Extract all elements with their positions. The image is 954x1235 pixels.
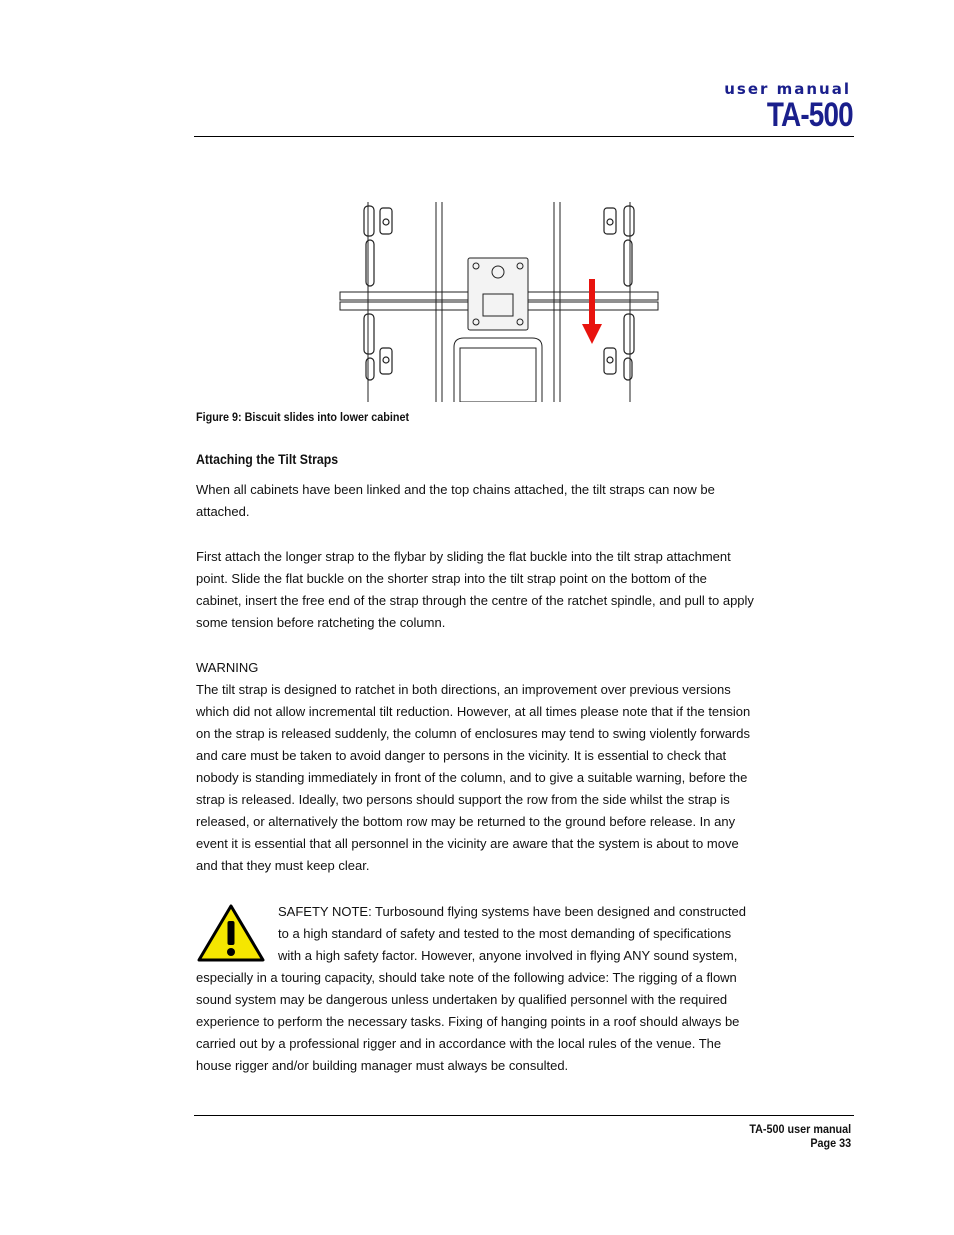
rigging-diagram	[338, 202, 660, 402]
footer-divider	[194, 1115, 854, 1116]
section-heading: Attaching the Tilt Straps	[196, 451, 339, 467]
footer-manual-name: TA-500 user manual	[749, 1122, 851, 1136]
paragraph-intro: When all cabinets have been linked and the top chains attached, the tilt straps can now be attached.	[196, 482, 715, 519]
safety-note	[196, 901, 756, 1077]
page-footer	[749, 1122, 851, 1150]
header-divider	[194, 136, 854, 137]
warning-triangle-icon	[196, 903, 266, 963]
safety-label: SAFETY NOTE	[278, 904, 369, 919]
header-subtitle: user manual	[724, 80, 851, 98]
footer-page-number: Page 33	[810, 1136, 851, 1150]
figure-caption: Figure 9: Biscuit slides into lower cabinet	[196, 410, 410, 424]
safety-text: : Turbosound flying systems have been designed and constructed to a high standard of safety and tested to the most demanding of specifications with a high safety factor. However, anyone involved in flying ANY sound system, especially in a touring capacity, should take note of the following advice: The rigging of a flown sound system may be dangerous unless undertaken by qualified personnel with the required experience to perform the necessary tasks. Fixing of hanging points in a roof should always be carried out by a professional rigger and in accordance with the local rules of the venue. The house rigger and/or building manager must always be consulted.	[196, 904, 747, 1073]
warning-label: WARNING	[196, 660, 259, 675]
down-arrow-icon	[582, 279, 602, 344]
header-title: TA-500	[767, 96, 853, 134]
paragraph-warning: The tilt strap is designed to ratchet in both directions, an improvement over previous versions which did not allow incremental tilt reduction. However, at all times please note that if the tension on the strap is released suddenly, the column of enclosures may tend to swing violently forwards and care must be taken to avoid danger to persons in the vicinity. It is essential to check that nobody is standing immediately in front of the column, and to give a suitable warning, before the strap is released. Ideally, two persons should support the row from the side whilst the strap is released, or alternatively the bottom row may be returned to the ground before release. In any event it is essential that all personnel in the vicinity are aware that the system is about to move and that they must keep clear.	[196, 682, 751, 873]
paragraph-instructions: First attach the longer strap to the flybar by sliding the flat buckle into the tilt strap attachment point. Slide the flat buckle on the shorter strap into the tilt strap point on the bottom of the cabinet, insert the free end of the strap through the centre of the ratchet spindle, and pull to apply some tension before ratcheting the column.	[196, 549, 754, 630]
